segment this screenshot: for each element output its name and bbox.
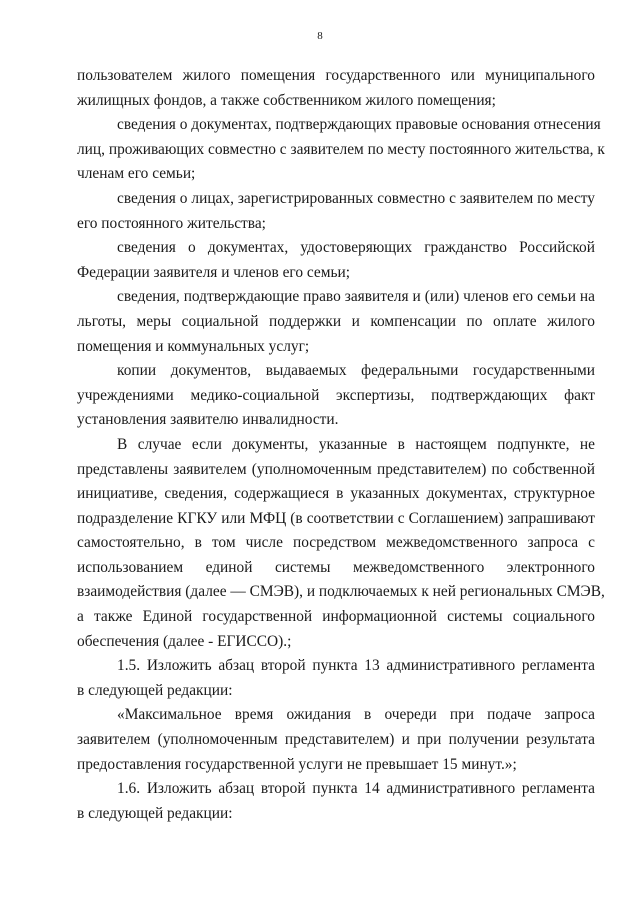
text-line: подразделение КГКУ или МФЦ (в соответствии с Соглашением) запрашивают [77, 509, 595, 527]
text-line: в следующей редакции: [77, 681, 233, 699]
text-line: в следующей редакции: [77, 804, 233, 822]
text-line: обеспечения (далее - ЕГИССО).; [77, 632, 292, 650]
text-line: пользователем жилого помещения государственного или муниципального [77, 67, 595, 84]
text-line: учреждениями медико-социальной экспертизы, подтверждающих факт [77, 386, 595, 404]
text-line: сведения о документах, удостоверяющих гражданство Российской [117, 239, 595, 257]
text-line: предоставления государственной услуги не превышает 15 минут.»; [77, 755, 517, 773]
text-line: копии документов, выдаваемых федеральными государственными [117, 362, 595, 380]
text-line: сведения о документах, подтверждающих правовые основания отнесения [117, 116, 601, 134]
text-line: В случае если документы, указанные в настоящем подпункте, не [117, 435, 595, 453]
text-line: сведения, подтверждающие право заявителя и (или) членов его семьи на [117, 288, 595, 306]
text-line: льготы, меры социальной поддержки и компенсации по оплате жилого [77, 312, 595, 330]
text-line: сведения о лицах, зарегистрированных совместно с заявителем по месту [117, 189, 595, 207]
text-line: его постоянного жительства; [77, 214, 266, 232]
text-line: «Максимальное время ожидания в очереди при подаче запроса [117, 706, 595, 724]
text-line: самостоятельно, в том числе посредством межведомственного запроса с [77, 534, 595, 552]
page-number: 8 [317, 30, 323, 42]
text-line: 1.6. Изложить абзац второй пункта 14 административного регламента [117, 780, 595, 798]
text-line: представлены заявителем (уполномоченным представителем) по собственной [77, 460, 595, 478]
text-line: 1.5. Изложить абзац второй пункта 13 административного регламента [117, 657, 595, 675]
text-line: использованием единой системы межведомственного электронного [77, 558, 595, 576]
text-line: помещения и коммунальных услуг; [77, 337, 310, 355]
text-line: заявителем (уполномоченным представителем) и при получении результата [77, 731, 595, 749]
text-line: установления заявителю инвалидности. [77, 411, 339, 429]
text-line: взаимодействия (далее — СМЭВ), и подключаемых к ней региональных СМЭВ, [77, 583, 605, 601]
text-line: инициативе, сведения, содержащиеся в указанных документах, структурное [77, 485, 595, 503]
text-line: жилищных фондов, а также собственником жилого помещения; [77, 91, 496, 109]
text-line: членам его семьи; [77, 165, 196, 183]
document-body [77, 64, 605, 826]
text-line: лиц, проживающих совместно с заявителем по месту постоянного жительства, к [77, 140, 605, 158]
text-line: а также Единой государственной информационной системы социального [77, 608, 595, 626]
text-line: Федерации заявителя и членов его семьи; [77, 263, 350, 281]
